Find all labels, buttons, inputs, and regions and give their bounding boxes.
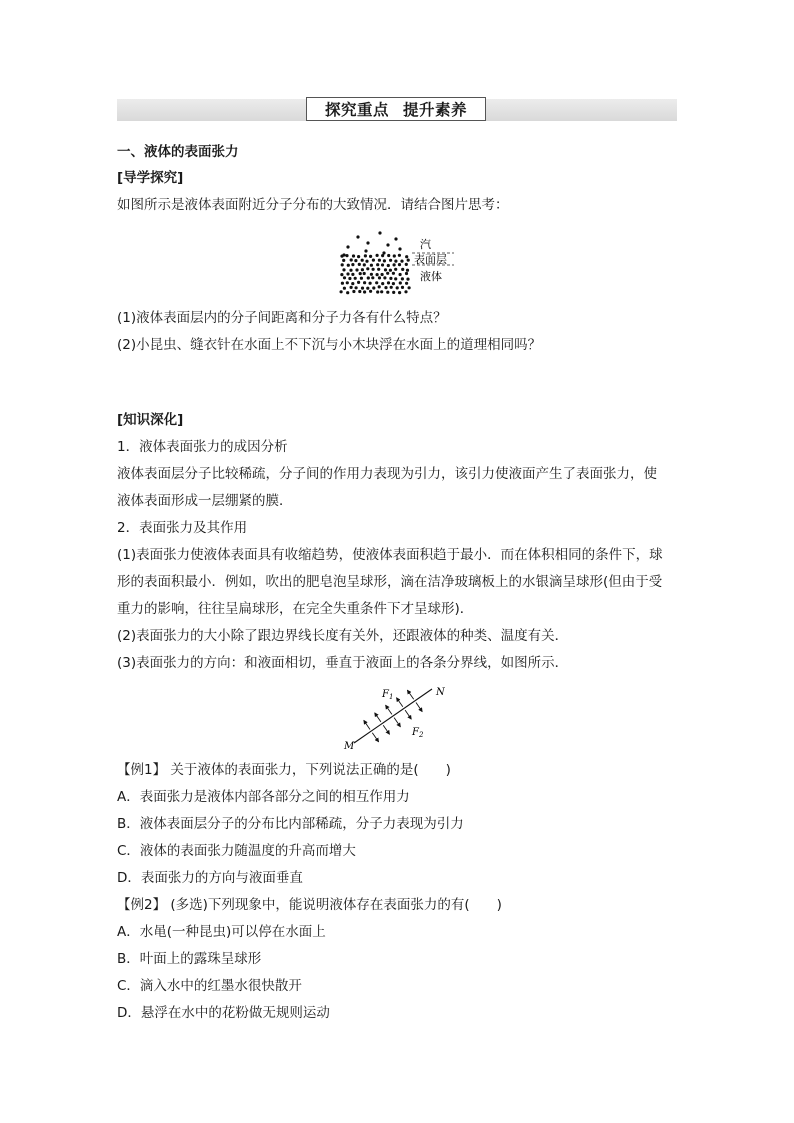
section-title: 一、液体的表面张力: [117, 144, 239, 160]
molecule-dot: [351, 282, 354, 285]
molecule-dot: [377, 268, 380, 271]
molecule-dot: [366, 287, 369, 290]
molecule-dot: [346, 245, 349, 248]
molecule-dot: [394, 268, 397, 271]
molecule-dot: [378, 231, 381, 234]
force-arrow: [416, 703, 422, 712]
molecule-dot: [369, 282, 372, 285]
knowledge-para-4: (3)表面张力的方向：和液面相切，垂直于液面上的各条分界线，如图所示．: [117, 655, 569, 671]
molecule-dot: [383, 276, 386, 279]
molecule-dot: [342, 268, 345, 271]
knowledge-para-3: (2)表面张力的大小除了跟边界线长度有关外，还跟液体的种类、温度有关．: [117, 628, 569, 644]
knowledge-para-1-line-2: 液体表面形成一层绷紧的膜．: [117, 493, 293, 509]
section-header-box: [306, 97, 486, 121]
molecule-dot: [387, 264, 390, 267]
label-F2: $F_2$: [412, 727, 424, 739]
molecule-dot: [393, 254, 396, 257]
header-right-text: 提升素养: [403, 101, 468, 119]
example-2-option-d: D．悬浮在水中的花粉做无规则运动: [117, 1005, 330, 1021]
molecule-dot: [407, 259, 410, 262]
example-1-stem: 【例1】 关于液体的表面张力，下列说法正确的是( ): [117, 762, 451, 778]
molecule-dot: [341, 282, 344, 285]
molecule-dot: [405, 282, 408, 285]
molecule-dot: [369, 255, 372, 258]
force-arrow: [364, 720, 370, 729]
molecule-dot: [370, 264, 373, 267]
molecule-dot: [372, 286, 375, 289]
molecule-dot: [363, 290, 366, 293]
molecule-dot: [364, 254, 367, 257]
molecule-dot: [383, 259, 386, 262]
force-arrow: [394, 718, 400, 727]
label-N: N: [436, 687, 445, 698]
molecule-dot: [408, 286, 411, 289]
force-arrow: [397, 698, 403, 707]
example-2-stem: 【例2】 (多选)下列现象中，能说明液体存在表面张力的有( ): [117, 897, 502, 913]
molecule-dot: [366, 267, 369, 270]
label-vapor: 汽: [420, 238, 431, 251]
molecule-dot: [340, 290, 343, 293]
molecule-dot: [389, 269, 392, 272]
guide-question-2: (2)小昆虫、缝衣针在水面上不下沉与小木块浮在水面上的道理相同吗？: [117, 337, 542, 353]
knowledge-tag: [知识深化]: [117, 412, 184, 428]
molecule-dot: [361, 268, 364, 271]
molecule-dot: [363, 272, 366, 275]
molecule-dot: [351, 273, 354, 276]
molecule-dot: [398, 254, 401, 257]
molecule-dot: [340, 255, 343, 258]
label-surface-layer: 表面层: [414, 253, 447, 266]
molecule-dot: [357, 281, 360, 284]
molecule-dot: [376, 263, 379, 266]
force-arrow: [375, 713, 381, 722]
molecule-dot: [346, 272, 349, 275]
molecule-dot: [367, 276, 370, 279]
molecule-dot: [392, 282, 395, 285]
molecule-dot: [392, 291, 395, 294]
molecule-dot: [381, 254, 384, 257]
molecule-dot: [405, 255, 408, 258]
molecule-dot: [372, 259, 375, 262]
molecule-dot: [366, 241, 369, 244]
molecule-dot: [346, 291, 349, 294]
molecule-dot: [361, 259, 364, 262]
molecule-dot: [394, 237, 397, 240]
molecule-dot: [343, 287, 346, 290]
example-2-option-b: B．叶面上的露珠呈球形: [117, 951, 262, 967]
knowledge-para-2-line-2: 形的表面积最小．例如，吹出的肥皂泡呈球形，滴在洁净玻璃板上的水银滴呈球形(但由于受: [117, 574, 663, 590]
molecule-dot: [381, 263, 384, 266]
molecule-dot: [354, 277, 357, 280]
molecule-dots: [340, 231, 411, 294]
molecule-dot: [378, 259, 381, 262]
example-2-option-c: C．滴入水中的红墨水很快散开: [117, 978, 302, 994]
molecule-dot: [378, 276, 381, 279]
molecule-dot: [376, 290, 379, 293]
molecule-dot: [380, 290, 383, 293]
force-arrow: [405, 710, 411, 719]
molecule-dot: [376, 273, 379, 276]
molecule-dot: [346, 281, 349, 284]
label-M: M: [344, 741, 355, 752]
molecule-dot: [406, 269, 409, 272]
knowledge-para-2-line-1: (1)表面张力使液体表面具有收缩趋势，使液体表面积趋于最小．而在体积相同的条件下，球: [117, 547, 663, 563]
molecule-dot: [399, 281, 402, 284]
molecule-dot: [386, 272, 389, 275]
molecule-dot: [372, 268, 375, 271]
example-1-option-c: C．液体的表面张力随温度的升高而增大: [117, 843, 356, 859]
molecule-dot: [399, 273, 402, 276]
label-F1: $F_1$: [382, 689, 394, 701]
molecule-dot: [376, 254, 379, 257]
molecule-dot: [342, 259, 345, 262]
molecule-dot: [404, 290, 407, 293]
molecule-dot: [393, 263, 396, 266]
molecule-dot: [350, 286, 353, 289]
molecule-dot: [386, 243, 389, 246]
molecule-dot: [406, 278, 409, 281]
molecule-dot: [352, 290, 355, 293]
molecule-dot: [340, 273, 343, 276]
molecule-dot: [360, 277, 363, 280]
guide-tag: [导学探究]: [117, 170, 184, 186]
molecule-dot: [401, 277, 404, 280]
molecule-dot: [381, 273, 384, 276]
guide-question-1: (1)液体表面层内的分子间距离和分子力各有什么特点？: [117, 310, 447, 326]
molecule-dot: [345, 254, 348, 257]
molecule-distribution-figure: [336, 229, 466, 297]
molecule-dot: [396, 286, 399, 289]
molecule-dot: [358, 290, 361, 293]
molecule-dot: [348, 277, 351, 280]
molecule-dot: [371, 276, 374, 279]
example-1-option-d: D．表面张力的方向与液面垂直: [117, 870, 303, 886]
knowledge-para-1-line-1: 液体表面层分子比较稀疏，分子间的作用力表现为引力，该引力使液面产生了表面张力，使: [117, 466, 657, 482]
molecule-dot: [363, 263, 366, 266]
molecule-dot: [375, 281, 378, 284]
molecule-dot: [389, 277, 392, 280]
molecule-dot: [400, 260, 403, 263]
molecule-dot: [390, 286, 393, 289]
molecule-dot: [357, 255, 360, 258]
knowledge-heading-2: 2．表面张力及其作用: [117, 520, 248, 536]
molecule-dot: [359, 272, 362, 275]
molecule-dot: [401, 268, 404, 271]
molecule-dot: [341, 263, 344, 266]
molecule-dot: [392, 272, 395, 275]
molecule-dot: [361, 287, 364, 290]
example-2-option-a: A．水黾(一种昆虫)可以停在水面上: [117, 924, 326, 940]
example-1-option-b: B．液体表面层分子的分布比内部稀疏，分子力表现为引力: [117, 816, 464, 832]
force-arrow: [383, 725, 389, 734]
molecule-dot: [354, 259, 357, 262]
label-liquid: 液体: [420, 270, 442, 283]
molecule-dot: [358, 263, 361, 266]
molecule-dot: [398, 291, 401, 294]
force-arrow: [407, 690, 413, 699]
molecule-dot: [347, 264, 350, 267]
molecule-dot: [364, 249, 367, 252]
molecule-dot: [389, 259, 392, 262]
molecule-dot: [398, 247, 401, 250]
molecule-dot: [394, 277, 397, 280]
molecule-dot: [352, 254, 355, 257]
force-arrow: [372, 733, 378, 742]
force-arrow: [386, 705, 392, 714]
header-left-text: 探究重点: [324, 101, 389, 119]
molecule-dot: [355, 268, 358, 271]
molecule-dot: [384, 268, 387, 271]
molecule-dot: [370, 273, 373, 276]
example-1-option-a: A．表面张力是液体内部各部分之间的相互作用力: [117, 789, 410, 805]
molecule-dot: [405, 263, 408, 266]
molecule-dot: [387, 254, 390, 257]
knowledge-para-2-line-3: 重力的影响，往往呈扁球形，在完全失重条件下才呈球形)．: [117, 601, 474, 617]
molecule-dot: [350, 258, 353, 261]
molecule-dot: [387, 281, 390, 284]
molecule-dot: [355, 286, 358, 289]
molecule-dot: [394, 260, 397, 263]
molecule-dot: [356, 235, 359, 238]
molecule-dot: [405, 272, 408, 275]
molecule-dot: [351, 263, 354, 266]
molecule-dot: [401, 286, 404, 289]
molecule-dot: [365, 260, 368, 263]
surface-tension-direction-figure: [340, 683, 460, 753]
guide-intro: 如图所示是液体表面附近分子分布的大致情况．请结合图片思考：: [117, 197, 509, 213]
molecule-dot: [386, 291, 389, 294]
molecule-dot: [381, 282, 384, 285]
molecule-dot: [363, 281, 366, 284]
knowledge-heading-1: 1．液体表面张力的成因分析: [117, 439, 288, 455]
molecule-dot: [349, 269, 352, 272]
molecule-dot: [384, 286, 387, 289]
molecule-dot: [369, 290, 372, 293]
molecule-dot: [378, 285, 381, 288]
molecule-dot: [343, 276, 346, 279]
molecule-dot: [398, 263, 401, 266]
